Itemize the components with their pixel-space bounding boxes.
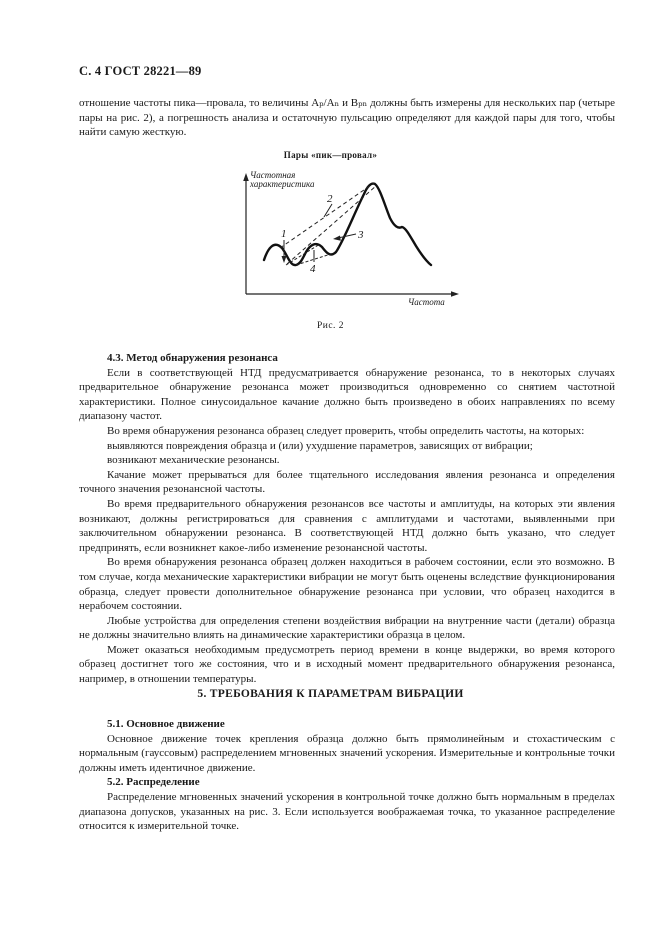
marker-3: 3: [358, 229, 364, 241]
dashed-line-short-1: [286, 244, 320, 265]
marker-2: 2: [327, 193, 333, 205]
paragraph: Любые устройства для определения степени воздействия вибрации на внутренние части (детали) образца не должны значительно влиять на динамические характеристики образца в целом.: [79, 614, 615, 642]
x-axis-arrow: [451, 291, 459, 297]
section-5-1-title: 5.1. Основное движение: [107, 718, 225, 730]
y-axis-label-line1: Частотная: [250, 170, 296, 180]
section-5-body: [79, 717, 615, 834]
paragraph: Во время предварительного обнаружения резонансов все частоты и амплитуды, на которых эти явления возникают, должны регистрироваться для сравнения с амплитудами и частотами, выявленными при заключительном обнаружении резонанса. В соответствующей НТД должно быть указано, что следует предпринять, если возникнет какое-либо изменение резонансной частоты.: [79, 497, 615, 554]
paragraph: Если в соответствующей НТД предусматривается обнаружение резонанса, то в некоторых случаях предварительное обнаружение резонанса может производиться одновременно со снятием частотной характеристики. Полное синусоидальное качание должно быть произведено в обоих направлениях по всему диапазону частот.: [79, 366, 615, 423]
paragraph: Во время обнаружения резонанса образец должен находиться в рабочем состоянии, если это возможно. В том случае, когда механические характеристики вибрации не могут быть оценены вследствие функционирования образца, следует провести дополнительное обнаружение резонанса при условии, что образец находится в нерабочем состоянии.: [79, 556, 615, 613]
intro-text: отношение частоты пика—провала, то величины Aₚ/Aₙ и Bₚₙ должны быть измерены для нескольких пар (четыре пары на рис. 2), а погрешность анализа и остаточную пульсацию определяют для каждой пары для того, чтобы найти самую жесткую.: [79, 97, 615, 139]
section-4-3: [79, 351, 615, 687]
section-5-2-title: 5.2. Распределение: [107, 776, 200, 789]
section-5-title: 5. ТРЕБОВАНИЯ К ПАРАМЕТРАМ ВИБРАЦИИ: [197, 688, 464, 700]
paragraph: Качание может прерываться для более тщательного исследования явления резонанса и определения точного значения резонансной частоты.: [79, 468, 615, 496]
list-item: выявляются повреждения образца и (или) ухудшение параметров, зависящих от вибрации;: [107, 439, 533, 452]
response-curve: [264, 184, 431, 266]
marker-1-arrow: [282, 256, 287, 263]
section-4-3-title: 4.3. Метод обнаружения резонанса: [107, 352, 278, 364]
list-item: возникают механические резонансы.: [107, 454, 280, 467]
paragraph: Во время обнаружения резонанса образец следует проверить, чтобы определить частоты, на которых:: [107, 424, 585, 437]
x-axis-label: Частота: [408, 297, 445, 307]
intro-paragraph: [79, 96, 615, 140]
marker-3-arrow: [333, 236, 341, 241]
figure-peak-trough-diagram: [230, 166, 460, 311]
marker-3-leader: [338, 234, 356, 238]
y-axis-arrow: [243, 173, 249, 181]
y-axis-label-line2: характеристика: [250, 179, 315, 189]
figure-title: Пары «пик—провал»: [283, 150, 378, 160]
marker-4: 4: [310, 263, 316, 275]
paragraph: Основное движение точек крепления образца должно быть прямолинейным и стохастическим с нормальным (гауссовым) распределением мгновенных значений ускорения. Измерительные и контрольные точки должны иметь идентичное движение.: [79, 732, 615, 774]
marker-1: 1: [281, 228, 287, 240]
paragraph: Распределение мгновенных значений ускорения в контрольной точке должно быть нормальным в пределах диапазона допусков, указанных на рис. 3. Если используется воображаемая точка, то указанное распределение относится к измерительной точке.: [79, 790, 615, 833]
page-header: С. 4 ГОСТ 28221—89: [79, 64, 202, 78]
paragraph: Может оказаться необходимым предусмотреть период времени в конце выдержки, во время которого образец достигнет того же состояния, что и в исходный момент предварительного обнаружения резонанса, например, в отношении температуры.: [79, 643, 615, 686]
figure-caption: Рис. 2: [316, 321, 345, 331]
